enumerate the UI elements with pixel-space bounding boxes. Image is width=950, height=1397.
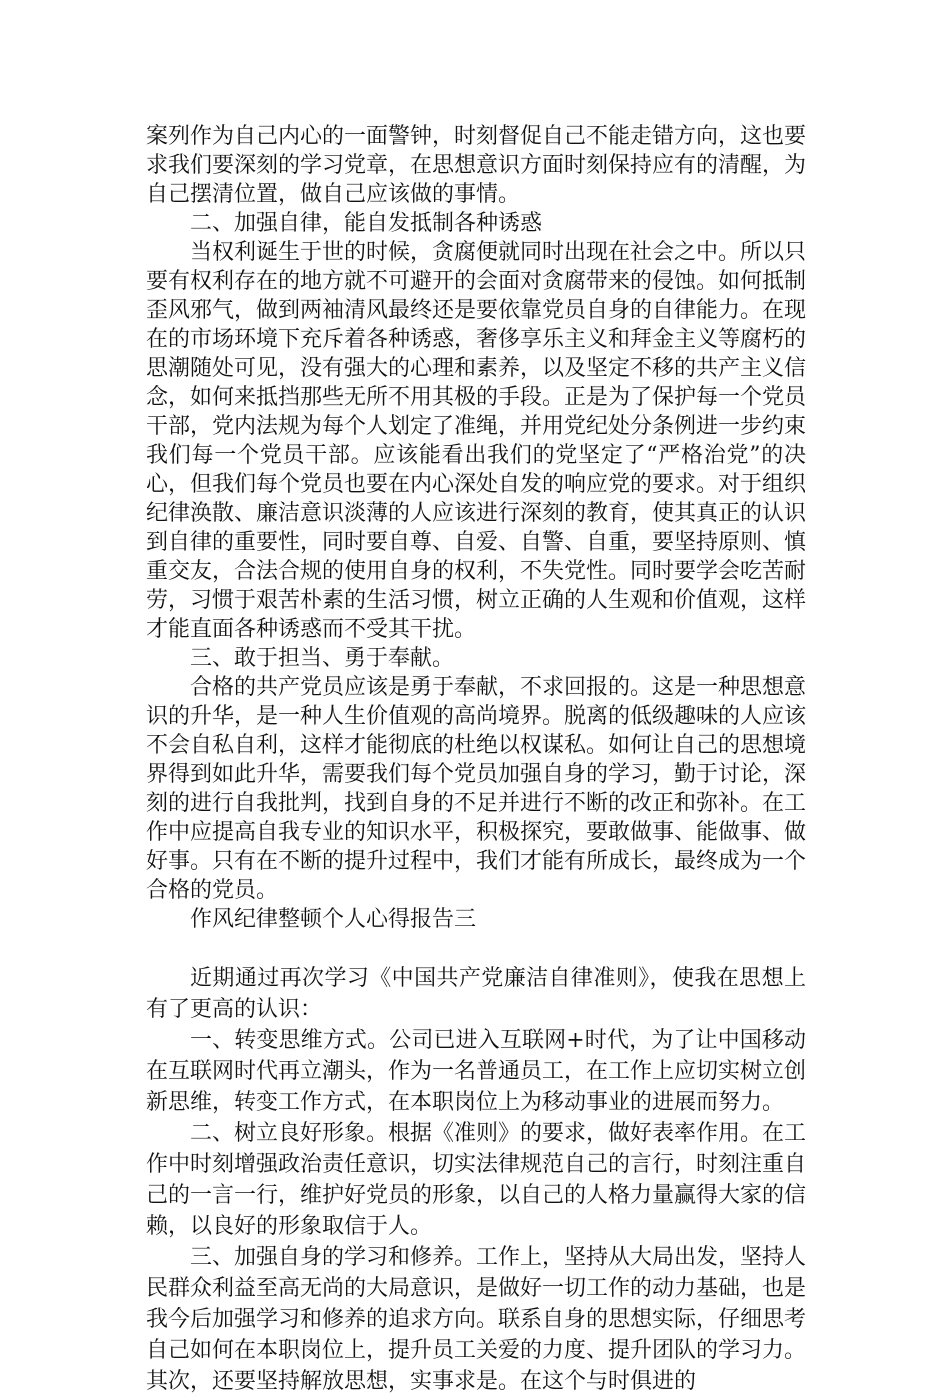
paragraph-self-discipline: 当权利诞生于世的时候，贪腐便就同时出现在社会之中。所以只要有权利存在的地方就不可避开的会面对贪腐带来的侵蚀。如何抵制歪风邪气，做到两袖清风最终还是要依靠党员自身的自律能力。在现在的市场环境下充斥着各种诱惑，奢侈享乐主义和拜金主义等腐朽的思潮随处可见，没有强大的心理和素养，以及坚定不移的共产主义信念，如何来抵挡那些无所不用其极的手段。正是为了保护每一个党员干部，党内法规为每个人划定了准绳，并用党纪处分条例进一步约束我们每一个党员干部。应该能看出我们的党坚定了“严格治党”的决心，但我们每个党员也要在内心深处自发的响应党的要求。对于组织纪律涣散、廉洁意识淡薄的人应该进行深刻的教育，使其真正的认识到自律的重要性，同时要自尊、自爱、自警、自重，要坚持原则、慎重交友，合法合规的使用自身的权利，不失党性。同时要学会吃苦耐劳，习惯于艰苦朴素的生活习惯，树立正确的人生观和价值观，这样才能直面各种诱惑而不受其干扰。	[146, 240, 807, 642]
section-heading-3: 三、敢于担当、勇于奉献。	[190, 646, 455, 671]
paragraph-point-2: 二、树立良好形象。根据《准则》的要求，做好表率作用。在工作中时刻增强政治责任意识，切实法律规范自己的言行，时刻注重自己的一言一行，维护好党员的形象，以自己的人格力量赢得大家的信赖，以良好的形象取信于人。	[146, 1121, 807, 1239]
document-page	[146, 122, 806, 1397]
paragraph-intro: 近期通过再次学习《中国共产党廉洁自律准则》，使我在思想上有了更高的认识：	[146, 966, 806, 1022]
blank-line	[146, 934, 806, 963]
report-title: 作风纪律整顿个人心得报告三	[190, 907, 477, 932]
paragraph-point-3: 三、加强自身的学习和修养。工作上，坚持从大局出发，坚持人民群众利益至高无尚的大局意识，是做好一切工作的动力基础，也是我今后加强学习和修养的追求方向。联系自身的思想实际，仔细思考自己如何在本职岗位上，提升员工关爱的力度、提升团队的学习力。其次，还要坚持解放思想，实事求是。在这个与时俱进的	[146, 1245, 807, 1394]
section-heading-2: 二、加强自律，能自发抵制各种诱惑	[190, 211, 543, 236]
paragraph-continuation: 案列作为自己内心的一面警钟，时刻督促自己不能走错方向，这也要求我们要深刻的学习党章，在思想意识方面时刻保持应有的清醒，为自己摆清位置，做自己应该做的事情。	[146, 124, 807, 207]
paragraph-point-1: 一、转变思维方式。公司已进入互联网+时代，为了让中国移动在互联网时代再立潮头，作为一名普通员工，在工作上应切实树立创新思维，转变工作方式，在本职岗位上为移动事业的进展而努力。	[146, 1028, 807, 1115]
paragraph-dedication: 合格的共产党员应该是勇于奉献，不求回报的。这是一种思想意识的升华，是一种人生价值观的高尚境界。脱离的低级趣味的人应该不会自私自利，这样才能彻底的杜绝以权谋私。如何让自己的思想境界得到如此升华，需要我们每个党员加强自身的学习，勤于讨论，深刻的进行自我批判，找到自身的不足并进行不断的改正和弥补。在工作中应提高自我专业的知识水平，积极探究，要敢做事、能做事、做好事。只有在不断的提升过程中，我们才能有所成长，最终成为一个合格的党员。	[146, 675, 807, 903]
